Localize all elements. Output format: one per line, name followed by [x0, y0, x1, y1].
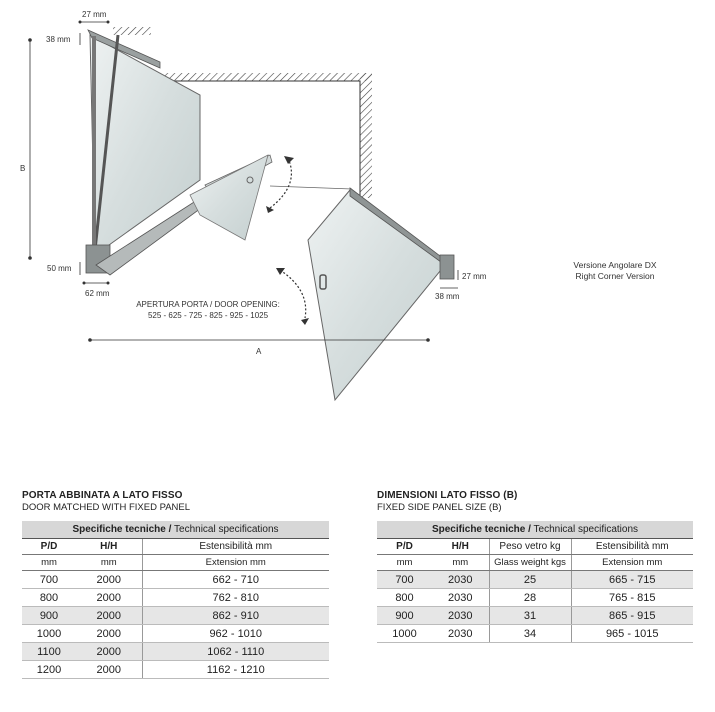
dim-right-depth: 38 mm [435, 292, 460, 301]
col-ext-it: Estensibilità mm [571, 539, 693, 555]
door-opening-values: 525 - 625 - 725 - 825 - 925 - 1025 [147, 311, 269, 320]
dim-width: A [256, 347, 262, 356]
table-row: 800 2000 762 - 810 [22, 589, 329, 607]
unit-hh: mm [76, 555, 142, 571]
dim-bottom-height: 50 mm [47, 264, 72, 273]
fixed-panel-spec-title: DIMENSIONI LATO FISSO (B) [377, 490, 518, 501]
fixed-panel-spec-table [377, 521, 693, 643]
arrow-head-icon [284, 156, 294, 164]
col-weight-it: Peso vetro kg [489, 539, 571, 555]
dim-top-depth: 38 mm [46, 35, 71, 44]
dim-top-width: 27 mm [82, 10, 107, 19]
door-spec-table [22, 521, 329, 679]
unit-pd: mm [377, 555, 432, 571]
table-header: Specifiche tecniche / Technical specifications [377, 521, 693, 539]
col-ext-it: Estensibilità mm [142, 539, 329, 555]
fixed-panel-spec-subtitle: FIXED SIDE PANEL SIZE (B) [377, 502, 502, 513]
table-row: 800 2030 28 765 - 815 [377, 589, 693, 607]
table-row: 900 2030 31 865 - 915 [377, 607, 693, 625]
col-hh: H/H [76, 539, 142, 555]
version-label-it: Versione Angolare DX [573, 260, 657, 270]
col-ext-en: Extension mm [142, 555, 329, 571]
col-weight-en: Glass weight kgs [489, 555, 571, 571]
table-row: 700 2030 25 665 - 715 [377, 571, 693, 589]
fixed-panel-spec-section [377, 490, 693, 643]
table-row: 1000 2000 962 - 1010 [22, 625, 329, 643]
version-caption [540, 260, 690, 282]
table-row: 1200 2000 1162 - 1210 [22, 661, 329, 679]
table-row: 1000 2030 34 965 - 1015 [377, 625, 693, 643]
col-ext-en: Extension mm [571, 555, 693, 571]
col-pd: P/D [22, 539, 76, 555]
door-spec-title: PORTA ABBINATA A LATO FISSO [22, 490, 183, 501]
unit-hh: mm [432, 555, 489, 571]
swing-arrow-icon [270, 158, 306, 318]
version-label-en: Right Corner Version [575, 271, 655, 281]
dim-height: B [20, 164, 26, 173]
col-pd: P/D [377, 539, 432, 555]
table-row: 900 2000 862 - 910 [22, 607, 329, 625]
door-opening-label: APERTURA PORTA / DOOR OPENING: [136, 300, 280, 309]
table-row: 1100 2000 1062 - 1110 [22, 643, 329, 661]
arrow-head-icon [266, 206, 274, 213]
unit-pd: mm [22, 555, 76, 571]
door-spec-subtitle: DOOR MATCHED WITH FIXED PANEL [22, 502, 191, 513]
dim-bottom-width: 62 mm [85, 289, 110, 298]
arrow-head-icon [301, 318, 309, 325]
table-row: 700 2000 662 - 710 [22, 571, 329, 589]
table-header: Specifiche tecniche / Technical specifications [22, 521, 329, 539]
dim-right-width: 27 mm [462, 272, 487, 281]
col-hh: H/H [432, 539, 489, 555]
door-spec-section [22, 490, 329, 679]
arrow-head-icon [276, 268, 285, 275]
swing-door-panel [270, 186, 454, 400]
